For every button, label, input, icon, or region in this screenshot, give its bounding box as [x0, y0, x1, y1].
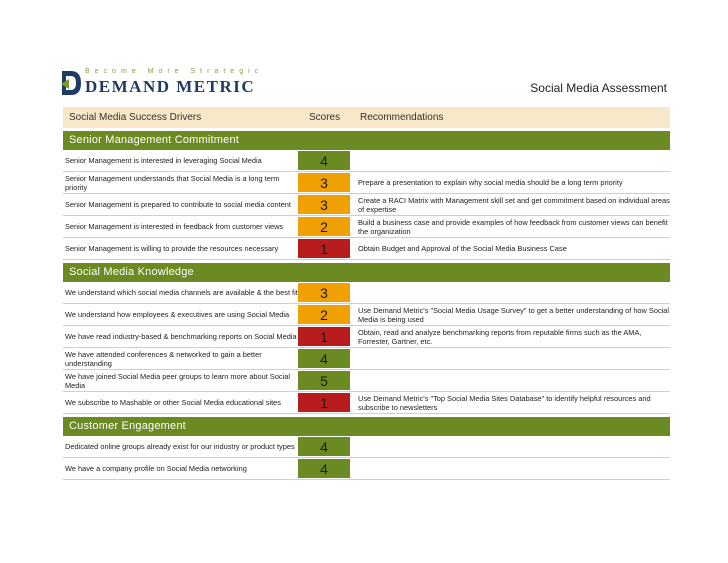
score-cell: 2 — [298, 217, 350, 236]
driver-text: Senior Management is willing to provide the resources necessary — [65, 244, 279, 253]
driver-text: Dedicated online groups already exist for our industry or product types — [65, 442, 295, 451]
table-row — [63, 238, 670, 260]
driver-text: We have read industry-based & benchmarking reports on Social Media — [65, 332, 297, 341]
driver-text: We have attended conferences & networked to gain a better understanding — [65, 349, 262, 368]
recommendation-text: Use Demand Metric's "Social Media Usage Survey" to get a better understanding of how Social Media is being used — [358, 305, 670, 324]
table-row — [63, 458, 670, 480]
section-title: Social Media Knowledge — [69, 266, 194, 278]
score-cell: 4 — [298, 437, 350, 456]
driver-text: We understand how employees & executives are using Social Media — [65, 310, 290, 319]
table-row — [63, 194, 670, 216]
driver-text: We understand which social media channels are available & the best fit — [65, 288, 298, 297]
score-cell: 5 — [298, 371, 350, 390]
table-row — [63, 326, 670, 348]
recommendation-text: Prepare a presentation to explain why social media should be a long term priority — [358, 178, 623, 187]
recommendation-text — [358, 150, 670, 171]
assessment-table — [63, 107, 670, 480]
recommendation-text: Build a business case and provide examples of how feedback from customer views can benefit the organization — [358, 217, 668, 236]
table-row — [63, 172, 670, 194]
table-row — [63, 304, 670, 326]
section-header — [63, 263, 670, 282]
recommendation-text — [358, 282, 670, 303]
recommendation-text — [358, 436, 670, 457]
section-header — [63, 417, 670, 436]
table-row — [63, 282, 670, 304]
logo-brand: DEMAND METRIC — [85, 77, 256, 96]
score-cell: 2 — [298, 305, 350, 324]
recommendation-text — [358, 458, 670, 479]
header-recommendations: Recommendations — [360, 112, 444, 123]
recommendation-text — [358, 370, 670, 391]
table-row — [63, 370, 670, 392]
table-row — [63, 436, 670, 458]
recommendation-text: Create a RACI Matrix with Management skill set and get commitment based on individual areas of expertise — [358, 195, 670, 214]
table-row — [63, 150, 670, 172]
recommendation-text: Obtain, read and analyze benchmarking reports from reputable firms such as the AMA, Forrester, Gartner, etc. — [358, 327, 642, 346]
logo-tagline: Become More Strategic — [85, 68, 264, 75]
driver-text: We subscribe to Mashable or other Social Media educational sites — [65, 398, 281, 407]
header-drivers: Social Media Success Drivers — [69, 112, 202, 123]
header-scores: Scores — [309, 112, 341, 123]
section-title: Customer Engagement — [69, 420, 186, 432]
table-row — [63, 392, 670, 414]
logo-mark-icon — [60, 70, 82, 96]
score-cell: 4 — [298, 349, 350, 368]
driver-text: We have a company profile on Social Media networking — [65, 464, 247, 473]
table-header — [63, 107, 670, 128]
recommendation-text: Use Demand Metric's "Top Social Media Sites Database" to identify helpful resources and subscribe to newsletters — [358, 393, 651, 412]
section-header — [63, 131, 670, 150]
score-cell: 1 — [298, 239, 350, 258]
score-cell: 4 — [298, 459, 350, 478]
score-cell: 4 — [298, 151, 350, 170]
score-cell: 3 — [298, 283, 350, 302]
recommendation-text: Obtain Budget and Approval of the Social Media Business Case — [358, 244, 567, 253]
score-cell: 1 — [298, 393, 350, 412]
assessment-sections — [63, 131, 670, 480]
table-row — [63, 216, 670, 238]
driver-text: We have joined Social Media peer groups to learn more about Social Media — [65, 371, 290, 390]
driver-text: Senior Management understands that Social Media is a long term priority — [65, 173, 280, 192]
report-title: Social Media Assessment — [530, 81, 667, 95]
score-cell: 3 — [298, 195, 350, 214]
score-cell: 1 — [298, 327, 350, 346]
driver-text: Senior Management is interested in leveraging Social Media — [65, 156, 262, 165]
score-cell: 3 — [298, 173, 350, 192]
driver-text: Senior Management is prepared to contribute to social media content — [65, 200, 291, 209]
section-title: Senior Management Commitment — [69, 134, 240, 146]
table-row — [63, 348, 670, 370]
recommendation-text — [358, 348, 670, 369]
driver-text: Senior Management is interested in feedback from customer views — [65, 222, 284, 231]
